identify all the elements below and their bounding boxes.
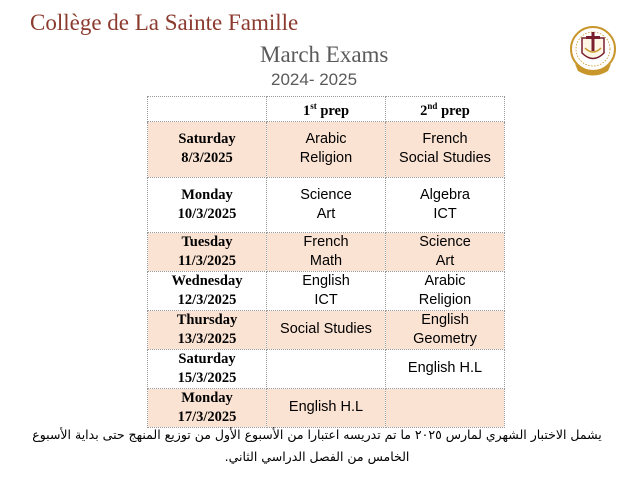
day-cell — [148, 271, 267, 310]
day-cell — [148, 121, 267, 177]
subject: Math — [309, 252, 343, 269]
exam-date: 10/3/2025 — [177, 205, 237, 222]
subject: Religion — [418, 291, 472, 308]
exam-date: 12/3/2025 — [177, 291, 237, 308]
exam-date: 8/3/2025 — [181, 150, 233, 167]
prep2-subjects-cell — [386, 121, 505, 177]
subject: English — [302, 272, 350, 289]
subject: Algebra — [420, 186, 470, 203]
day-name: Thursday — [176, 311, 238, 328]
academic-year: 2024- 2025 — [271, 70, 358, 89]
subject: French — [303, 233, 349, 250]
prep2-subjects-cell — [386, 349, 505, 388]
header-cell-prep-1: 1st prep — [267, 97, 386, 122]
day-name: Monday — [181, 186, 233, 203]
day-name: Tuesday — [181, 233, 233, 250]
day-name: Wednesday — [171, 272, 243, 289]
prep2-subjects-cell — [386, 388, 505, 427]
exam-scope-note: يشمل الاختبار الشهري لمارس ٢٠٢٥ ما تم تدريسه اعتبارا من الأسبوع الأول من توزيع المنهج حتى بداية الأسبوع الخامس من الفصل الدراسي الثاني. — [32, 427, 602, 464]
exam-date: 17/3/2025 — [177, 408, 237, 425]
header-cell-empty — [148, 97, 267, 122]
exam-title: March Exams — [260, 42, 389, 67]
table-row — [148, 177, 505, 232]
subject: ICT — [314, 291, 338, 308]
subject: Science — [419, 233, 471, 250]
table-row — [148, 121, 505, 177]
subject: Geometry — [413, 330, 477, 347]
subject: Social Studies — [399, 150, 491, 167]
day-cell — [148, 388, 267, 427]
exam-date: 13/3/2025 — [177, 330, 237, 347]
exam-date: 11/3/2025 — [177, 252, 236, 269]
prep1-subjects-cell — [267, 310, 386, 349]
table-row — [148, 310, 505, 349]
subject: Art — [316, 205, 336, 222]
table-row — [148, 271, 505, 310]
prep1-subjects-cell — [267, 271, 386, 310]
day-cell — [148, 349, 267, 388]
prep1-subjects-cell — [267, 121, 386, 177]
header-cell-prep-2: 2nd prep — [386, 97, 505, 122]
school-name: Collège de La Sainte Famille — [30, 10, 299, 35]
header-row — [148, 97, 505, 122]
subject: ICT — [433, 205, 457, 222]
prep2-subjects-cell — [386, 271, 505, 310]
exam-schedule-table — [147, 96, 505, 428]
subject: French — [422, 131, 468, 148]
subject: English H.L — [288, 399, 364, 416]
prep1-subjects-cell — [267, 177, 386, 232]
subject: English H.L — [407, 360, 483, 377]
exam-date: 15/3/2025 — [177, 369, 237, 386]
school-crest-icon — [567, 22, 619, 80]
table-row — [148, 388, 505, 427]
subject: Science — [300, 186, 352, 203]
prep2-subjects-cell — [386, 177, 505, 232]
day-cell — [148, 232, 267, 271]
subject: Religion — [299, 150, 353, 167]
prep1-subjects-cell — [267, 349, 386, 388]
prep1-subjects-cell — [267, 232, 386, 271]
table-row — [148, 349, 505, 388]
subject: Arabic — [305, 131, 347, 148]
day-name: Saturday — [178, 131, 236, 148]
subject: English — [421, 311, 469, 328]
day-cell — [148, 177, 267, 232]
day-name: Saturday — [178, 350, 236, 367]
prep2-subjects-cell — [386, 232, 505, 271]
prep1-subjects-cell — [267, 388, 386, 427]
day-cell — [148, 310, 267, 349]
subject: Art — [435, 252, 455, 269]
table-row — [148, 232, 505, 271]
prep2-subjects-cell — [386, 310, 505, 349]
subject: Arabic — [424, 272, 466, 289]
day-name: Monday — [181, 389, 233, 406]
subject: Social Studies — [280, 321, 372, 338]
